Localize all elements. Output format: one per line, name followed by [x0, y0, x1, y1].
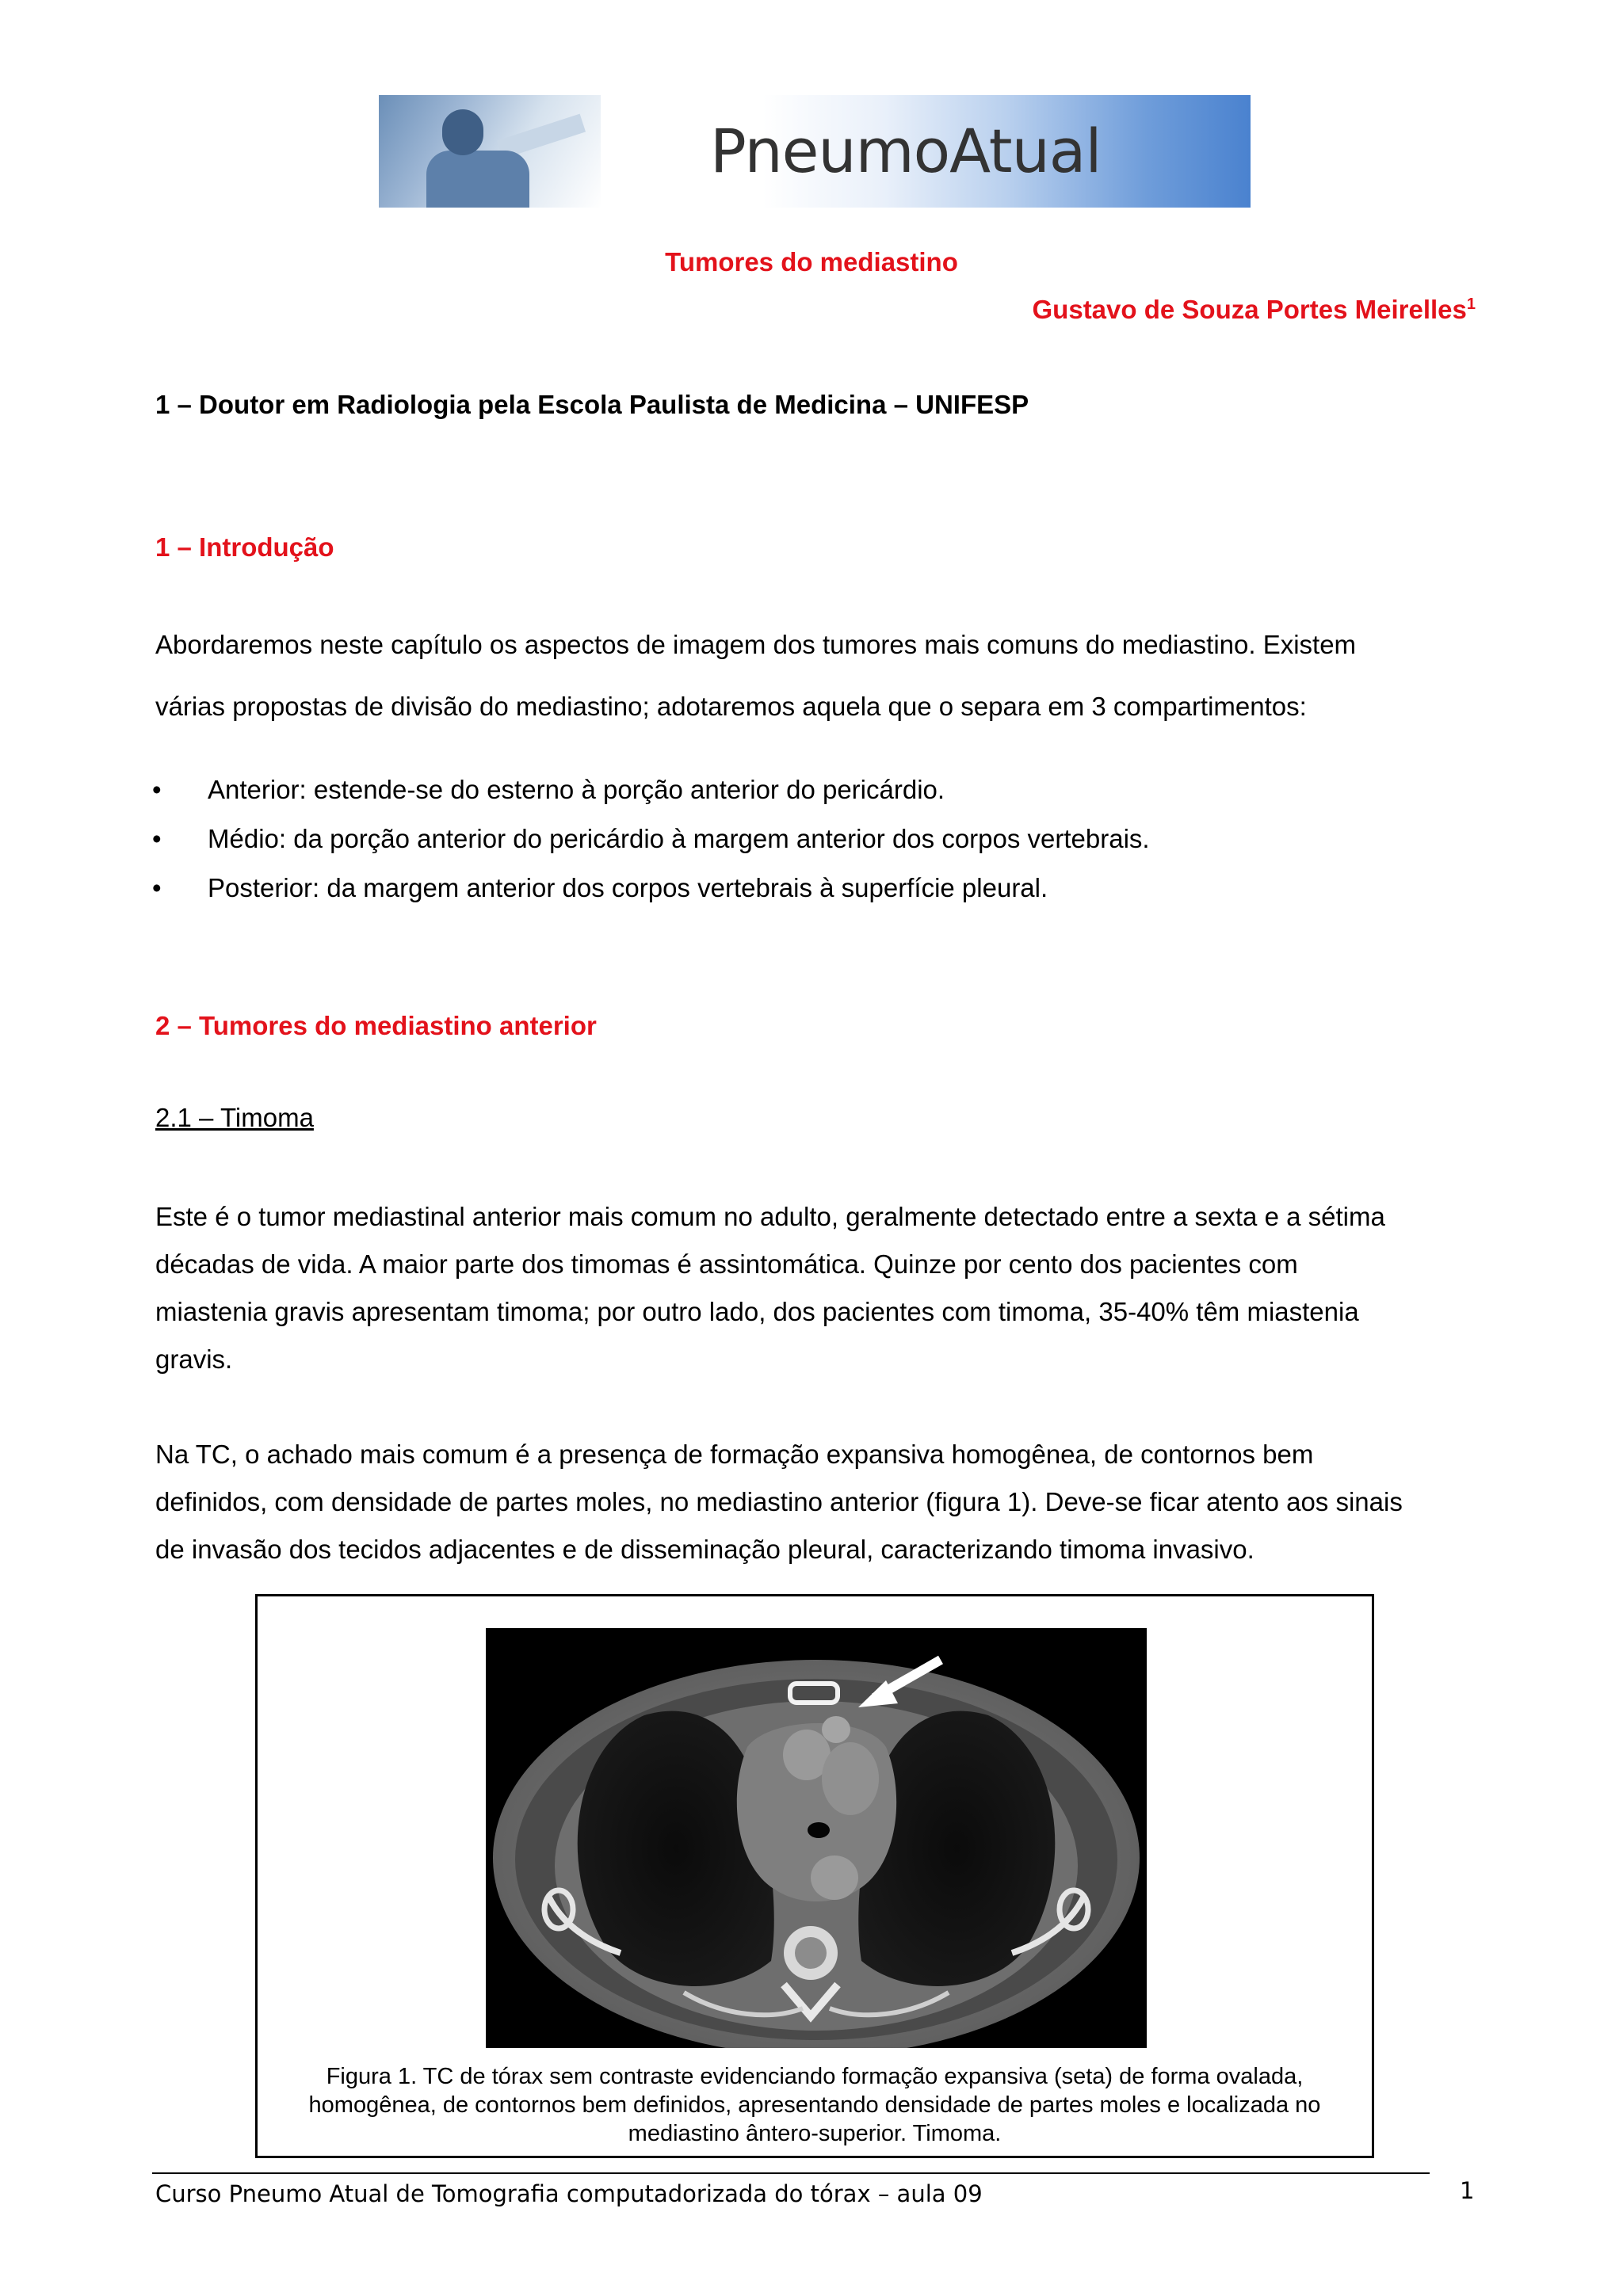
author-affiliation: 1 – Doutor em Radiologia pela Escola Paulista de Medicina – UNIFESP — [155, 390, 1029, 419]
footer-text: Curso Pneumo Atual de Tomografia computadorizada do tórax – aula 09 — [155, 2180, 983, 2207]
caption-line-3: mediastino ântero-superior. Timoma. — [628, 2121, 1002, 2146]
document-title: Tumores do mediastino — [665, 247, 958, 277]
intro-line-2: várias propostas de divisão do mediastino; adotaremos aquela que o separa em 3 compartimentos: — [155, 692, 1307, 721]
bullet-posterior: • Posterior: da margem anterior dos corpos vertebrais à superfície pleural. — [152, 873, 1048, 902]
caption-line-1: Figura 1. TC de tórax sem contraste evidenciando formação expansiva (seta) de forma ovalada, — [326, 2064, 1304, 2089]
timoma-para2-line1: Na TC, o achado mais comum é a presença de formação expansiva homogênea, de contornos bem — [155, 1440, 1314, 1469]
header-banner — [379, 95, 1251, 208]
section-2-heading: 2 – Tumores do mediastino anterior — [155, 1011, 597, 1040]
section-1-heading: 1 – Introdução — [155, 532, 334, 562]
intro-line-1: Abordaremos neste capítulo os aspectos de imagem dos tumores mais comuns do mediastino. Existem — [155, 630, 1357, 659]
ct-scan-image — [486, 1628, 1147, 2048]
bullet-anterior: • Anterior: estende-se do esterno à porção anterior do pericárdio. — [152, 775, 945, 804]
timoma-para2-line3: de invasão dos tecidos adjacentes e de disseminação pleural, caracterizando timoma invasivo. — [155, 1535, 1254, 1564]
bullet-medio: • Médio: da porção anterior do pericárdio à margem anterior dos corpos vertebrais. — [152, 824, 1150, 853]
timoma-para1-line1: Este é o tumor mediastinal anterior mais comum no adulto, geralmente detectado entre a sexta e a sétima — [155, 1202, 1385, 1231]
banner-photo — [379, 95, 601, 208]
page-number: 1 — [1460, 2177, 1475, 2204]
caption-line-2: homogênea, de contornos bem definidos, apresentando densidade de partes moles e localizada no — [308, 2092, 1321, 2118]
author-footnote: 1 — [1466, 296, 1476, 313]
subsection-timoma-heading: 2.1 – Timoma — [155, 1103, 314, 1132]
timoma-para1-line3: miastenia gravis apresentam timoma; por outro lado, dos pacientes com timoma, 35-40% têm miastenia — [155, 1297, 1359, 1326]
timoma-para2-line2: definidos, com densidade de partes moles, no mediastino anterior (figura 1). Deve-se ficar atento aos sinais — [155, 1487, 1403, 1516]
timoma-para1-line4: gravis. — [155, 1344, 233, 1374]
figure-1 — [255, 1594, 1374, 2158]
footer-divider — [152, 2172, 1430, 2174]
timoma-para1-line2: décadas de vida. A maior parte dos timomas é assintomática. Quinze por cento dos pacientes com — [155, 1249, 1298, 1279]
figure-caption — [258, 2062, 1372, 2148]
author-name: Gustavo de Souza Portes Meirelles$^1$ — [1032, 295, 1476, 324]
ct-scan-illustration — [486, 1628, 1147, 2048]
logo-text: PneumoAtual — [710, 116, 1102, 186]
